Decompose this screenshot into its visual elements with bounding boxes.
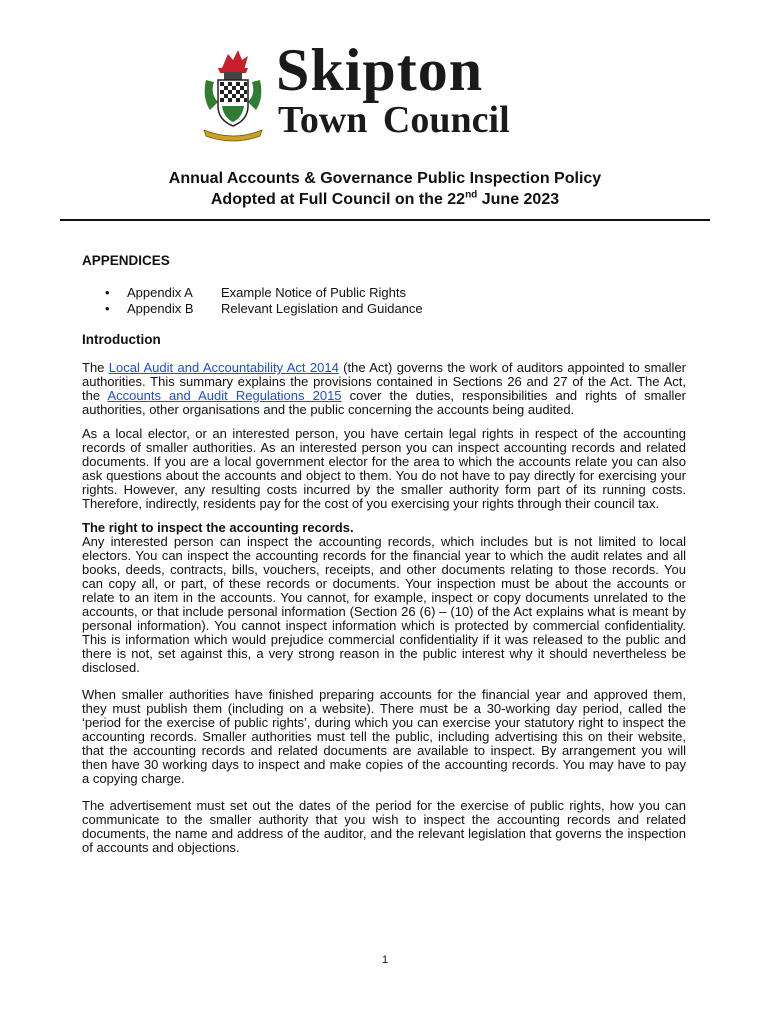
inspect-paragraph-2: When smaller authorities have finished preparing accounts for the financial year and approved them, they must publish them (including on a website). There must be a 30-working day period, called the ‘period for the exercise of public rights’, during which you can exercise your statutory right to inspect the accounting records. Smaller authorities must tell the public, including advertising this on their website, that the accounting records and related documents are available to inspect. By arrangement you will then have 30 working days to inspect and make copies of the accounting records. You may have to pay a copying charge. [82, 687, 686, 786]
appendix-title: Example Notice of Public Rights [221, 285, 406, 300]
logo-line-2: Town Council [278, 99, 510, 141]
title-line-2 [0, 189, 770, 210]
intro-paragraph-1 [82, 361, 686, 417]
document-body [82, 254, 686, 855]
right-to-inspect-heading: The right to inspect the accounting records. [82, 520, 354, 535]
inspect-paragraph-1: Any interested person can inspect the accounting records, which includes but is not limited to local electors. You can inspect the accounting records for the financial year to which the audit relates and all books, deeds, contracts, bills, vouchers, receipts, and other documents relating to those records. You can copy all, or part, of these records or documents. Your inspection must be about the accounts or relate to an item in the accounts. You cannot, for example, inspect or copy documents unrelated to the accounts, or that include personal information (Section 26 (6) – (10) of the Act explains what is meant by personal information). You cannot inspect information which is protected by commercial confidentiality. This is information which would prejudice commercial confidentiality if it was released to the public and there is not, set against this, a very strong reason in the public interest why it should nevertheless be disclosed. [82, 534, 686, 675]
appendices-list [82, 285, 686, 317]
appendix-title: Relevant Legislation and Guidance [221, 301, 423, 316]
appendix-key: Appendix B [127, 301, 194, 316]
appendices-heading: APPENDICES [82, 253, 170, 268]
title-divider [60, 219, 710, 221]
logo-line-1: Skipton [276, 37, 484, 103]
act-2014-link[interactable]: Local Audit and Accountability Act 2014 [108, 360, 339, 375]
intro-paragraph-2: As a local elector, or an interested person, you have certain legal rights in respect of the accounting records of smaller authorities. As an interested person you can inspect accounting records and related documents. If you are a local government elector for the area to which the accounts relate you can also ask questions about the accounts and object to them. You do not have to pay directly for exercising your rights. However, any resulting costs incurred by the smaller authority form part of its running costs. Therefore, indirectly, residents pay for the cost of you exercising your rights through their council tax. [82, 426, 686, 511]
document-title [0, 168, 770, 210]
introduction-heading: Introduction [82, 332, 161, 347]
regulations-2015-link[interactable]: Accounts and Audit Regulations 2015 [107, 388, 342, 403]
title-line-2-date: June 2023 [477, 191, 560, 208]
appendix-key: Appendix A [127, 285, 193, 300]
page-number: 1 [381, 954, 389, 966]
intro-text: cover the duties, responsibilities and rights of smaller authorities, other organisations and the public concerning the accounts being audited. [82, 388, 686, 417]
intro-text: (the Act) governs the work of auditors appointed to smaller authorities. This summary explains the provisions contained in Sections 26 and 27 of the Act. The Act, the [82, 360, 687, 403]
title-ordinal-suffix: nd [465, 189, 478, 201]
title-line-1: Annual Accounts & Governance Public Inspection Policy [168, 170, 602, 187]
council-logo [196, 37, 576, 146]
inspect-paragraph-3: The advertisement must set out the dates of the period for the exercise of public rights, how you can communicate to the smaller authority that you wish to inspect the accounting records and related documents, the name and address of the auditor, and the relevant legislation that governs the inspection of accounts and objections. [82, 798, 686, 855]
intro-text: The [82, 360, 109, 375]
coat-of-arms-icon [200, 46, 266, 142]
list-item [82, 285, 686, 301]
list-item [82, 301, 686, 317]
title-line-2-text: Adopted at Full Council on the 22 [210, 191, 466, 208]
